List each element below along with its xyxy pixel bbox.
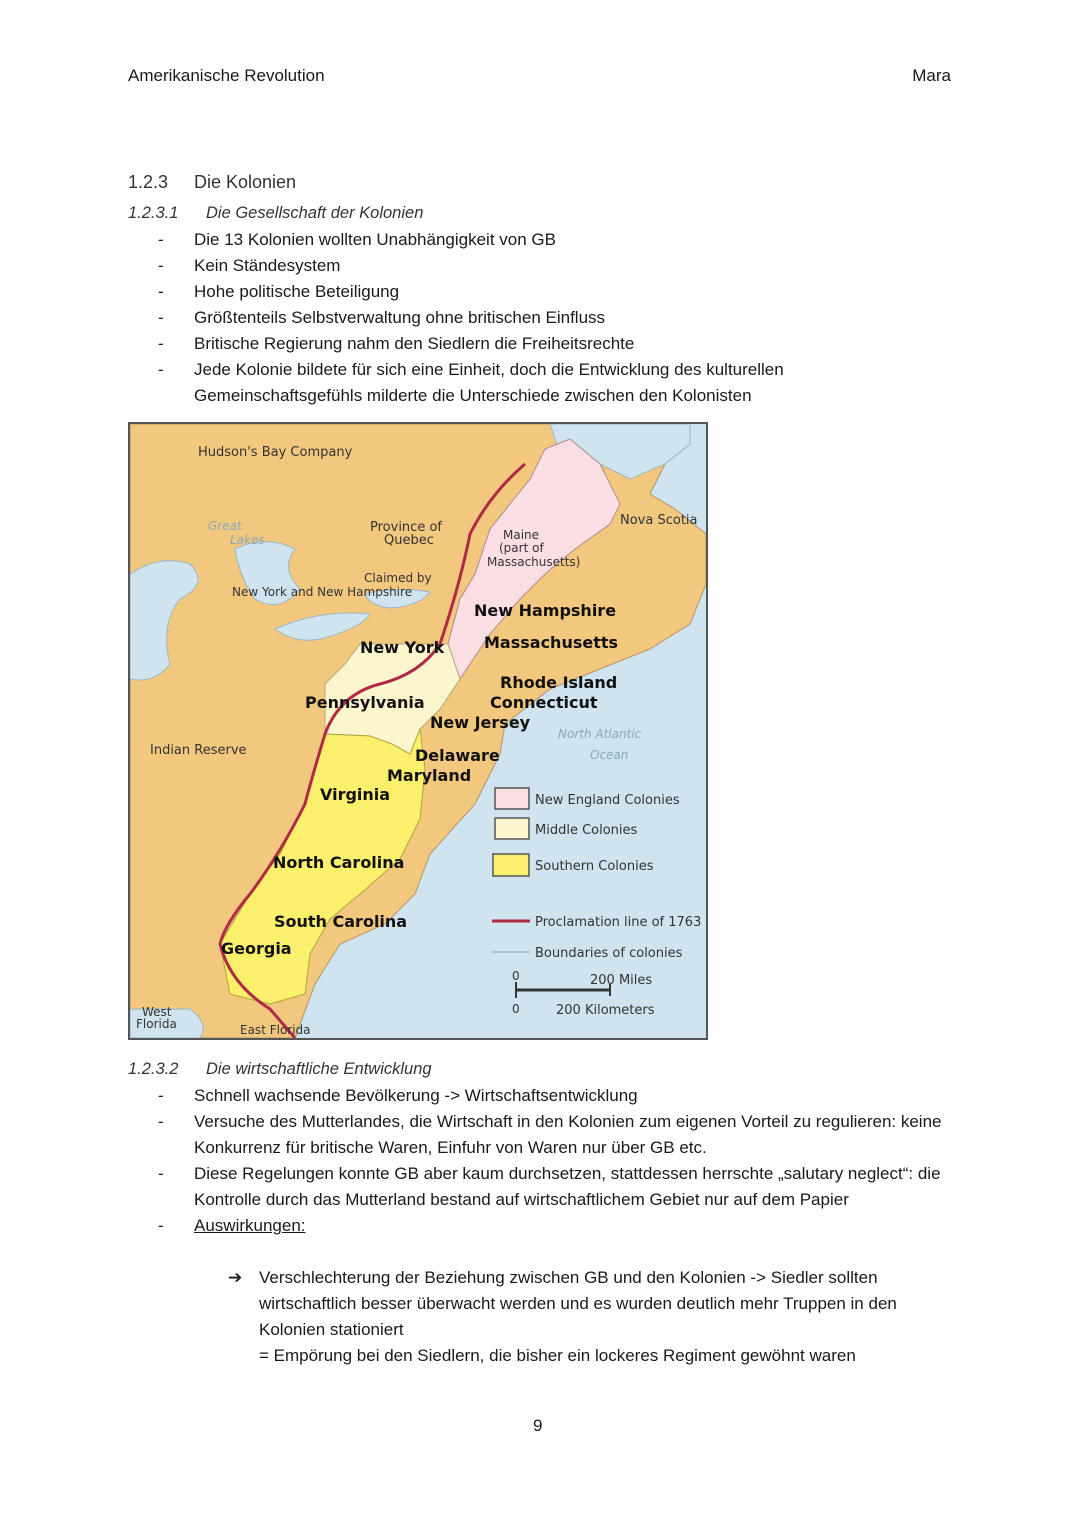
bullet-list-society (128, 227, 948, 409)
colonies-map-svg (130, 424, 706, 1038)
subsection-number: 1.2.3.2 (128, 1060, 179, 1078)
legend-swatch-middle (495, 818, 529, 839)
legend-label-new-england: New England Colonies (535, 793, 680, 808)
map-label-claimed-1: Claimed by (364, 571, 432, 585)
scale-label-miles: 200 Miles (590, 973, 653, 988)
subsection-heading-1 (128, 204, 423, 223)
map-label-ocean-1: North Atlantic (558, 727, 642, 741)
map-label-great-lakes-1: Great (208, 519, 242, 533)
map-label-connecticut: Connecticut (490, 693, 598, 712)
colonies-map (128, 422, 708, 1040)
section-title: Die Kolonien (194, 172, 297, 192)
section-number: 1.2.3 (128, 172, 169, 192)
scale-zero-top: 0 (512, 969, 520, 983)
map-label-new-hampshire: New Hampshire (474, 601, 617, 620)
map-label-nova-scotia: Nova Scotia (620, 513, 698, 528)
subsection-title: Die wirtschaftliche Entwicklung (206, 1060, 432, 1078)
map-label-rhode-island: Rhode Island (500, 673, 618, 692)
map-label-south-carolina: South Carolina (274, 912, 408, 931)
page-number: 9 (533, 1416, 543, 1435)
effects-result-text: = Empörung bei den Siedlern, die bisher ein lockeres Regiment gewöhnt waren (259, 1346, 856, 1365)
map-label-indian-reserve: Indian Reserve (150, 743, 247, 758)
map-label-virginia: Virginia (320, 785, 391, 804)
list-item: - Schnell wachsende Bevölkerung -> Wirtschaftsentwicklung (158, 1086, 638, 1105)
map-label-maine-2: (part of (499, 541, 544, 555)
legend-label-boundaries: Boundaries of colonies (535, 946, 683, 961)
effects-heading: Auswirkungen: (194, 1216, 306, 1235)
effects-arrow-text: Verschlechterung der Beziehung zwischen GB und den Kolonien -> Siedler sollten wirtschaftlich besser überwacht werden und es wurden deutlich mehr Truppen in den Kolonien stationiert (259, 1268, 897, 1339)
list-item: - Die 13 Kolonien wollten Unabhängigkeit von GB (158, 230, 556, 249)
map-label-ocean-2: Ocean (590, 748, 629, 762)
map-label-maine-1: Maine (503, 528, 540, 542)
effects-arrow-item (228, 1265, 928, 1369)
map-label-delaware: Delaware (415, 746, 500, 765)
bullet-list-economy (128, 1083, 948, 1239)
legend-swatch-new-england (495, 788, 529, 809)
map-label-north-carolina: North Carolina (273, 853, 405, 872)
legend-label-southern: Southern Colonies (535, 859, 654, 874)
map-label-great-lakes-2: Lakes (230, 533, 265, 547)
map-label-claimed-2: New York and New Hampshire (232, 585, 413, 599)
map-label-massachusetts: Massachusetts (484, 633, 619, 652)
map-label-maine-3: Massachusetts) (487, 555, 581, 569)
map-label-new-york: New York (360, 638, 445, 657)
list-item: - Hohe politische Beteiligung (158, 282, 400, 301)
arrow-right-icon: ➔ (228, 1268, 243, 1287)
map-label-pennsylvania: Pennsylvania (305, 693, 425, 712)
section-heading (128, 172, 296, 193)
subsection-title: Die Gesellschaft der Kolonien (206, 204, 424, 222)
list-item: - Größtenteils Selbstverwaltung ohne britischen Einfluss (158, 308, 606, 327)
list-item: - Kein Ständesystem (158, 256, 341, 275)
header-title: Amerikanische Revolution (128, 66, 325, 85)
subsection-number: 1.2.3.1 (128, 204, 179, 222)
header-author: Mara (912, 66, 951, 85)
map-label-new-jersey: New Jersey (430, 713, 531, 732)
map-label-hudson: Hudson's Bay Company (198, 445, 353, 460)
subsection-heading-2 (128, 1060, 432, 1079)
map-label-quebec-2: Quebec (384, 533, 434, 548)
list-item: - Britische Regierung nahm den Siedlern die Freiheitsrechte (158, 334, 635, 353)
map-label-georgia: Georgia (221, 939, 292, 958)
list-item: - Auswirkungen: (158, 1216, 306, 1235)
map-label-east-florida: East Florida (240, 1023, 311, 1037)
scale-zero-bottom: 0 (512, 1002, 520, 1016)
scale-label-km: 200 Kilometers (556, 1003, 655, 1018)
map-label-west-florida-1: West (142, 1005, 172, 1019)
legend-label-middle: Middle Colonies (535, 823, 638, 838)
legend-label-proclamation: Proclamation line of 1763 (535, 915, 702, 930)
map-label-maryland: Maryland (387, 766, 472, 785)
map-label-west-florida-2: Florida (136, 1017, 177, 1031)
legend-swatch-southern (493, 854, 529, 876)
list-item: - Jede Kolonie bildete für sich eine Einheit, doch die Entwicklung des kulturellen Gemeinschaftsgefühls milderte die Unterschiede zwischen den Kolonisten (158, 360, 784, 405)
map-label-quebec-1: Province of (370, 520, 442, 535)
list-item: - Diese Regelungen konnte GB aber kaum durchsetzen, stattdessen herrschte „salutary neglect“: die Kontrolle durch das Mutterland bestand auf wirtschaftlichem Gebiet nur auf dem Papier (158, 1164, 941, 1209)
list-item: - Versuche des Mutterlandes, die Wirtschaft in den Kolonien zum eigenen Vorteil zu regulieren: keine Konkurrenz für britische Waren, Einfuhr von Waren nur über GB etc. (158, 1112, 942, 1157)
